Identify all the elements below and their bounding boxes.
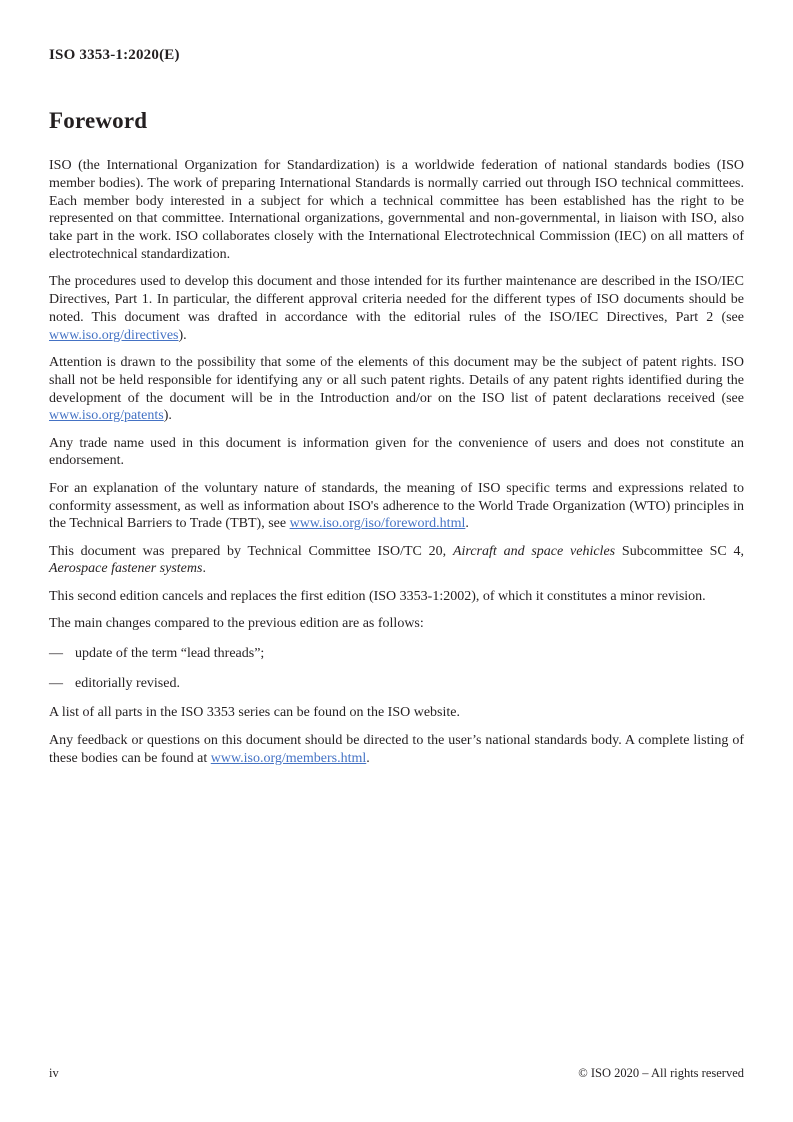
- italic-text: Aerospace fastener systems: [49, 561, 203, 577]
- list-item: [49, 645, 744, 663]
- page-number: iv: [49, 1066, 59, 1080]
- dash-marker: —: [49, 675, 63, 691]
- hyperlink[interactable]: www.iso.org/directives: [49, 327, 179, 343]
- hyperlink[interactable]: www.iso.org/members.html: [210, 750, 367, 766]
- page-content: [49, 108, 744, 777]
- page-footer: [49, 1066, 744, 1081]
- paragraph: This document was prepared by Technical Committee ISO/TC 20, Aircraft and space vehicles Subcommittee SC 4, Aerospace fastener systems.: [49, 543, 745, 577]
- dash-marker: —: [49, 645, 63, 661]
- body-text: [49, 157, 744, 767]
- paragraph: Any feedback or questions on this document should be directed to the user’s national standards body. A complete listing of these bodies can be found at www.iso.org/members.html.: [49, 732, 744, 766]
- paragraph: Any trade name used in this document is information given for the convenience of users and does not constitute an endorsement.: [49, 435, 744, 469]
- paragraph: ISO (the International Organization for Standardization) is a worldwide federation of national standards bodies (ISO member bodies). The work of preparing International Standards is normally carried out through ISO technical committees. Each member body interested in a subject for which a technical committee has been established has the right to be represented on that committee. International organizations, governmental and non-governmental, in liaison with ISO, also take part in the work. ISO collaborates closely with the International Electrotechnical Commission (IEC) on all matters of electrotechnical standardization.: [49, 158, 744, 262]
- italic-text: Aircraft and space vehicles: [452, 543, 616, 559]
- page-title: Foreword: [49, 108, 148, 133]
- paragraph: The main changes compared to the previous edition are as follows:: [49, 616, 424, 632]
- list-item: [49, 675, 744, 693]
- copyright-notice: © ISO 2020 – All rights reserved: [578, 1066, 744, 1080]
- running-header: ISO 3353-1:2020(E): [49, 47, 180, 63]
- paragraph: For an explanation of the voluntary nature of standards, the meaning of ISO specific terms and expressions related to conformity assessment, as well as information about ISO's adherence to the World Trade Organization (WTO) principles in the Technical Barriers to Trade (TBT), see www.iso.org/iso/foreword.html.: [49, 480, 744, 532]
- list-item-text: editorially revised.: [75, 675, 180, 691]
- hyperlink[interactable]: www.iso.org/iso/foreword.html: [289, 516, 466, 532]
- paragraph: The procedures used to develop this document and those intended for its further maintenance are described in the ISO/IEC Directives, Part 1. In particular, the different approval criteria needed for the different types of ISO documents should be noted. This document was drafted in accordance with the editorial rules of the ISO/IEC Directives, Part 2 (see www.iso.org/directives).: [49, 274, 744, 343]
- list-item-text: update of the term “lead threads”;: [75, 645, 265, 661]
- paragraph: Attention is drawn to the possibility that some of the elements of this document may be the subject of patent rights. ISO shall not be held responsible for identifying any or all such patent rights. Details of any patent rights identified during the development of the document will be in the Introduction and/or on the ISO list of patent declarations received (see www.iso.org/patents).: [49, 354, 744, 424]
- paragraph: This second edition cancels and replaces the first edition (ISO 3353-1:2002), of which it constitutes a minor revision.: [49, 588, 706, 604]
- paragraph: A list of all parts in the ISO 3353 series can be found on the ISO website.: [49, 705, 460, 721]
- hyperlink[interactable]: www.iso.org/patents: [49, 408, 164, 424]
